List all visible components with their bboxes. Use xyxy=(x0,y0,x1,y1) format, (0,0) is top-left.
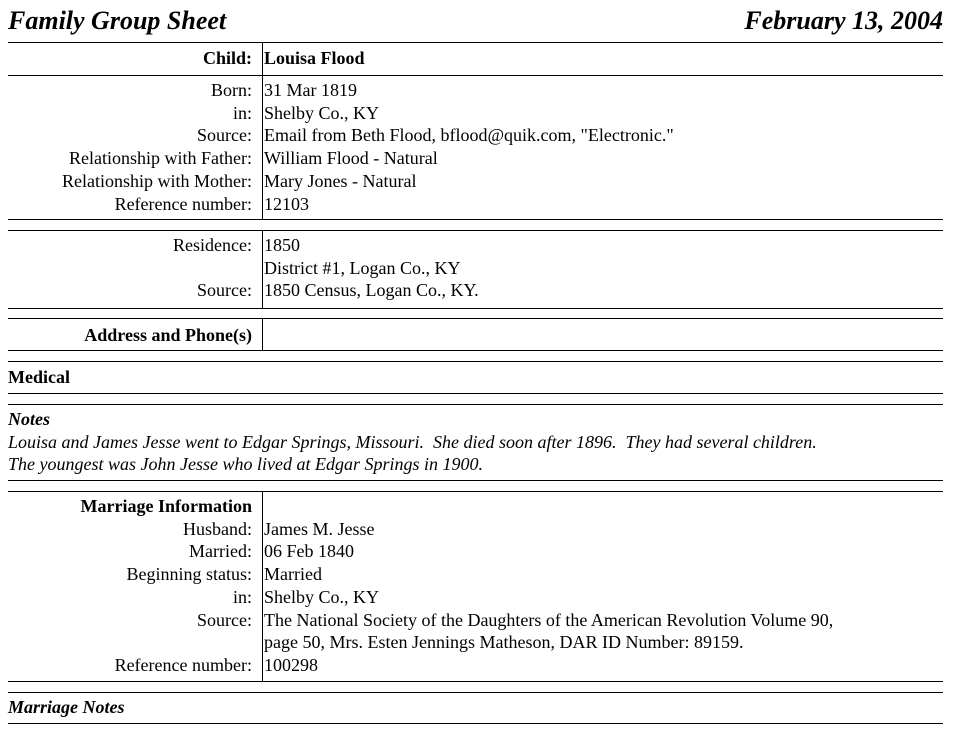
field-value: Email from Beth Flood, bflood@quik.com, "Electronic." xyxy=(264,125,674,146)
field-label: Married: xyxy=(189,541,252,562)
field-label: Relationship with Father: xyxy=(69,148,252,169)
child-name: Louisa Flood xyxy=(264,48,365,68)
field-label: Born: xyxy=(210,80,252,100)
birth-row xyxy=(8,102,943,125)
divider xyxy=(8,75,943,76)
birth-section xyxy=(8,79,943,215)
field-value: Married xyxy=(264,564,322,585)
birth-row xyxy=(8,147,943,170)
field-label xyxy=(8,257,257,280)
field-label: Source: xyxy=(197,609,252,630)
birth-row xyxy=(8,170,943,193)
notes-section xyxy=(8,408,943,476)
divider xyxy=(8,230,943,231)
divider xyxy=(8,723,943,724)
field-label: Reference number: xyxy=(114,193,252,214)
divider xyxy=(8,361,943,362)
marriage-heading: Marriage Information xyxy=(80,496,252,516)
notes-line: Louisa and James Jesse went to Edgar Springs, Missouri. She died soon after 1896. They had several children. xyxy=(8,431,817,452)
residence-section xyxy=(8,234,943,302)
field-value: page 50, Mrs. Esten Jennings Matheson, DAR ID Number: 89159. xyxy=(264,632,744,653)
divider xyxy=(8,491,943,492)
field-label: Husband: xyxy=(183,518,252,539)
field-label: Residence: xyxy=(173,235,252,255)
field-value: Shelby Co., KY xyxy=(264,102,380,123)
divider xyxy=(8,393,943,394)
birth-row xyxy=(8,193,943,216)
report-date: February 13, 2004 xyxy=(744,6,943,35)
field-value: William Flood - Natural xyxy=(264,148,438,169)
divider xyxy=(8,308,943,309)
field-label: Reference number: xyxy=(114,654,252,675)
divider xyxy=(8,692,943,693)
notes-heading: Notes xyxy=(8,409,50,429)
field-value: James M. Jesse xyxy=(264,518,375,539)
field-label: in: xyxy=(232,102,252,123)
divider xyxy=(8,681,943,682)
field-value: 100298 xyxy=(264,654,318,675)
address-section xyxy=(8,324,943,347)
field-value: 1850 Census, Logan Co., KY. xyxy=(264,280,479,301)
field-value: Mary Jones - Natural xyxy=(264,170,417,191)
field-value: 31 Mar 1819 xyxy=(264,80,357,100)
address-label: Address and Phone(s) xyxy=(84,325,252,345)
divider xyxy=(8,219,943,220)
birth-row xyxy=(8,79,943,102)
field-value: District #1, Logan Co., KY xyxy=(264,257,461,278)
divider xyxy=(8,350,943,351)
field-label: Relationship with Mother: xyxy=(62,170,252,191)
field-label: in: xyxy=(232,586,252,607)
birth-row xyxy=(8,124,943,147)
field-value: 06 Feb 1840 xyxy=(264,541,354,562)
page-title: Family Group Sheet xyxy=(8,6,227,35)
field-value: The National Society of the Daughters of the American Revolution Volume 90, xyxy=(264,609,834,630)
field-value: 1850 xyxy=(264,235,300,255)
field-label: Source: xyxy=(197,125,252,146)
divider xyxy=(8,480,943,481)
field-value: Shelby Co., KY xyxy=(264,586,380,607)
field-label xyxy=(8,631,257,654)
field-label: Beginning status: xyxy=(126,564,252,585)
divider xyxy=(8,318,943,319)
field-value: 12103 xyxy=(264,193,309,214)
child-label: Child: xyxy=(202,48,252,68)
field-label: Source: xyxy=(197,280,252,301)
divider xyxy=(8,42,943,43)
marriage-section xyxy=(8,495,943,677)
notes-line: The youngest was John Jesse who lived at Edgar Springs in 1900. xyxy=(8,454,483,475)
medical-heading: Medical xyxy=(8,367,70,387)
marriage-notes-heading: Marriage Notes xyxy=(8,697,125,717)
divider xyxy=(8,404,943,405)
child-section xyxy=(8,47,943,70)
